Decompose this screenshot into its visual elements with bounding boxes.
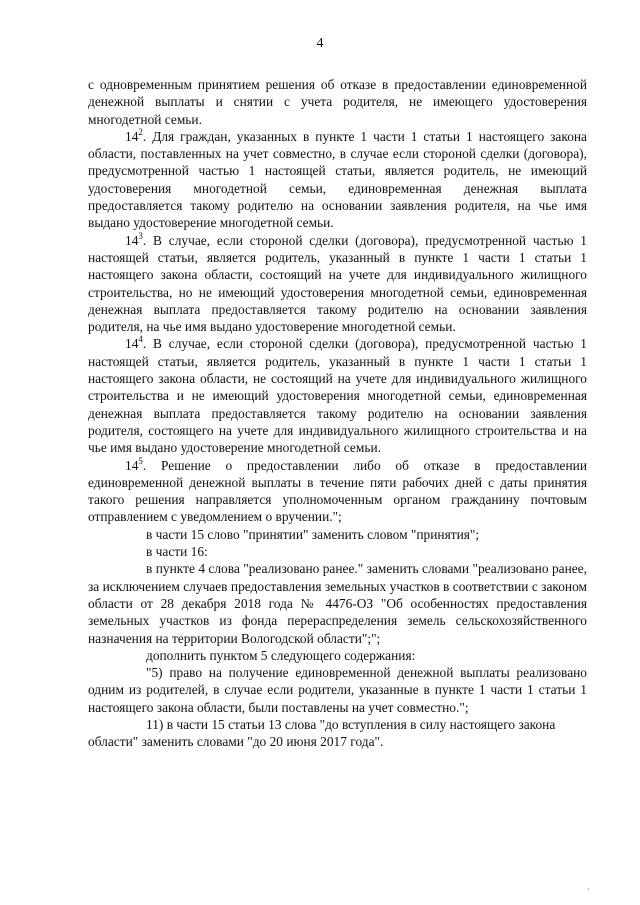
- paragraph-14-2: [88, 128, 587, 232]
- paragraph: 11) в части 15 статьи 13 слова "до вступления в силу настоящего закона области" заменить словами "до 20 июня 2017 года".: [88, 716, 556, 750]
- paragraph-14-3: [88, 232, 587, 336]
- clause-text: . Решение о предоставлении либо об отказе в предоставлении единовременной денежной выплаты в течение пяти рабочих дней с даты принятия такого решения направляется уполномоченным органом гражданину почтовым отправлением с уведомлением о вручении.";: [88, 457, 587, 525]
- paragraph: дополнить пунктом 5 следующего содержания:: [146, 647, 416, 663]
- clause-text: . В случае, если стороной сделки (договора), предусмотренной частью 1 настоящей статьи, является родитель, указанный в пункте 1 части 1 статьи 1 настоящего закона области, состоящий на учете для индивидуального жилищного строительства, но не имеющий удостоверения многодетной семьи, единовременная денежная выплата предоставляется такому родителю на основании заявления родителя, на чье имя выдано удостоверение многодетной семьи.: [88, 232, 587, 335]
- clause-text: . Для граждан, указанных в пункте 1 части 1 статьи 1 настоящего закона области, поставленных на учет совместно, в случае если стороной сделки (договора), предусмотренной частью 1 настоящей статьи, является родитель, не имеющий удостоверения многодетной семьи, единовременная денежная выплата предоставляется такому родителю на основании заявления родителя, на чье имя выдано удостоверение многодетной семьи.: [88, 128, 587, 231]
- paragraph: в части 15 слово "принятии" заменить словом "принятия";: [146, 526, 480, 542]
- paragraph-14-5: [88, 457, 587, 526]
- clause-number: 14: [125, 336, 139, 352]
- paragraph: в пункте 4 слова "реализовано ранее." заменить словами "реализовано ранее, за исключением случаев предоставления земельных участков в соответствии с законом области от 28 декабря 2018 года № 4476-ОЗ "Об особенностях предоставления земельных участков из фонда перераспределения земель сельскохозяйственного назначения на территории Вологодской области";";: [88, 561, 587, 646]
- clause-superscript: 2: [138, 126, 143, 137]
- clause-superscript: 3: [138, 230, 143, 241]
- clause-number: 14: [125, 128, 139, 144]
- document-body: [88, 76, 587, 751]
- scan-mark: ·: [587, 884, 590, 894]
- clause-superscript: 4: [138, 334, 143, 345]
- clause-number: 14: [125, 232, 139, 248]
- paragraph: с одновременным принятием решения об отказе в предоставлении единовременной денежной выплаты и снятии с учета родителя, не имеющего удостоверения многодетной семьи.: [88, 77, 587, 127]
- page-number: 4: [316, 36, 324, 51]
- paragraph: в части 16:: [146, 544, 208, 560]
- clause-superscript: 5: [138, 455, 143, 466]
- paragraph-14-4: [88, 335, 587, 456]
- paragraph: "5) право на получение единовременной денежной выплаты реализовано одним из родителей, в случае если родители, указанные в пункте 1 части 1 статьи 1 настоящего закона области, были поставлены на учет совместно.";: [88, 665, 587, 715]
- clause-number: 14: [125, 457, 139, 473]
- clause-text: . В случае, если стороной сделки (договора), предусмотренной частью 1 настоящей статьи, является родитель, указанный в пункте 1 части 1 статьи 1 настоящего закона области, не состоящий на учете для индивидуального жилищного строительства и не имеющий удостоверения многодетной семьи, единовременная денежная выплата предоставляется такому родителю на основании заявления родителя, состоящего на учете для индивидуального жилищного строительства и на чье имя выдано удостоверение многодетной семьи.: [88, 336, 587, 456]
